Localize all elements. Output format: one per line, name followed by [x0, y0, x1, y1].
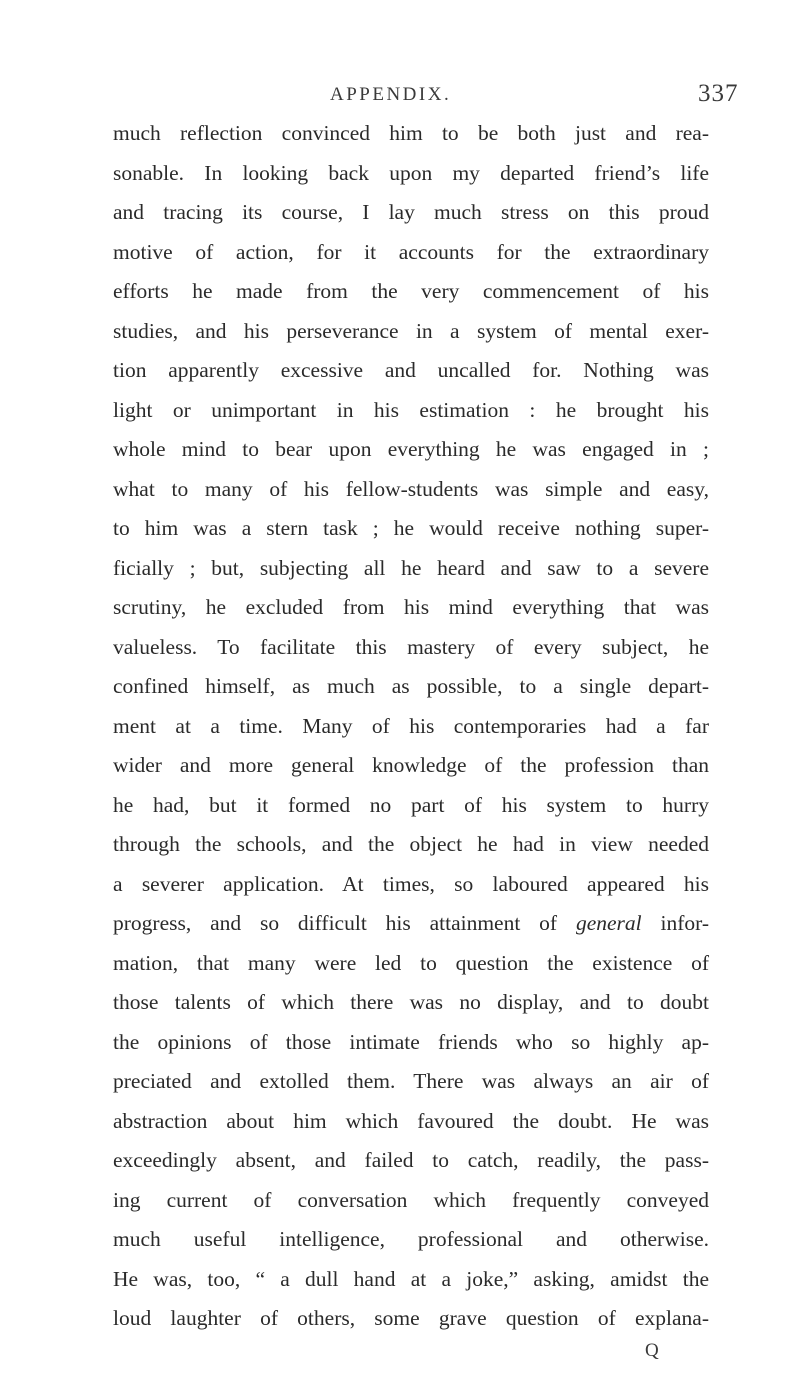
signature-mark: Q [645, 1340, 659, 1361]
text-line: ficially ; but, subjecting all he heard and saw to a severe [113, 555, 709, 580]
text-line: exceedingly absent, and failed to catch, readily, the pass- [113, 1148, 709, 1172]
text-line: whole mind to bear upon everything he was engaged in ; [113, 437, 709, 461]
text-line [113, 904, 709, 944]
text-line: and tracing its course, I lay much stress on this proud [113, 200, 709, 224]
running-title: APPENDIX. [330, 84, 452, 105]
text-line: those talents of which there was no display, and to doubt [113, 990, 709, 1014]
text-line: a severer application. At times, so laboured appeared his [113, 871, 709, 896]
text-line: loud laughter of others, some grave question of explana- [113, 1306, 709, 1330]
text-line: efforts he made from the very commencement of his [113, 279, 709, 303]
text-line: abstraction about him which favoured the doubt. He was [113, 1108, 709, 1133]
text-line: to him was a stern task ; he would receive nothing super- [113, 516, 709, 540]
text-run: infor- [641, 911, 709, 935]
text-line: valueless. To facilitate this mastery of every subject, he [113, 634, 709, 659]
text-line: motive of action, for it accounts for the extraordinary [113, 239, 709, 264]
text-line: much useful intelligence, professional and otherwise. [113, 1227, 709, 1251]
running-head [0, 80, 800, 112]
text-line: confined himself, as much as possible, to a single depart- [113, 674, 709, 698]
text-line: ing current of conversation which frequently conveyed [113, 1187, 709, 1212]
text-line: tion apparently excessive and uncalled for. Nothing was [113, 358, 709, 382]
text-line: studies, and his perseverance in a system of mental exer- [113, 318, 709, 343]
text-line: mation, that many were led to question the existence of [113, 950, 709, 975]
text-line: sonable. In looking back upon my departed friend’s life [113, 160, 709, 185]
page-number: 337 [698, 80, 739, 107]
text-line: he had, but it formed no part of his system to hurry [113, 792, 709, 817]
text-line: through the schools, and the object he had in view needed [113, 832, 709, 856]
body-text [113, 114, 709, 1339]
text-line: wider and more general knowledge of the profession than [113, 753, 709, 777]
text-line: He was, too, “ a dull hand at a joke,” asking, amidst the [113, 1266, 709, 1291]
text-line: the opinions of those intimate friends who so highly ap- [113, 1029, 709, 1054]
text-line: scrutiny, he excluded from his mind everything that was [113, 595, 709, 619]
text-line: preciated and extolled them. There was always an air of [113, 1069, 709, 1093]
text-line: what to many of his fellow-students was simple and easy, [113, 476, 709, 501]
text-line: light or unimportant in his estimation : he brought his [113, 397, 709, 422]
text-line: much reflection convinced him to be both just and rea- [113, 121, 709, 145]
text-run: progress, and so difficult his attainment of [113, 911, 576, 935]
text-line: ment at a time. Many of his contemporaries had a far [113, 713, 709, 738]
italic-word: general [575, 911, 642, 935]
